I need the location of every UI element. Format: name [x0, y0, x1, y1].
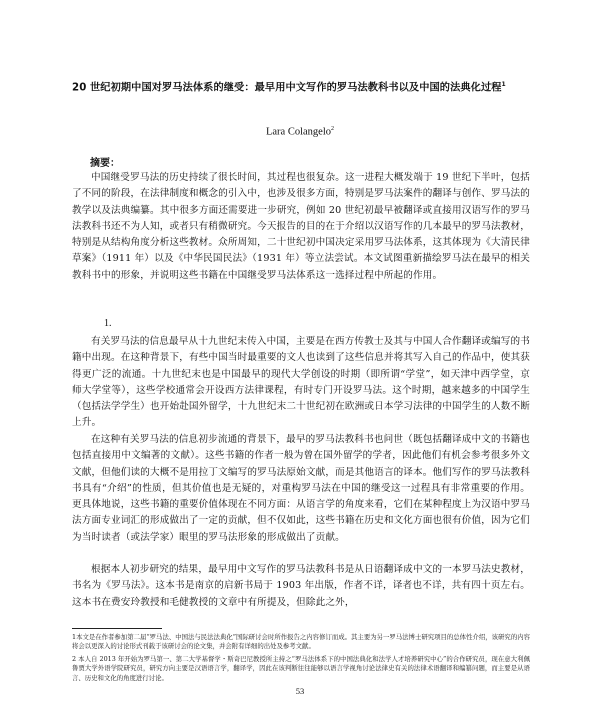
- abstract-heading: 摘要：: [90, 158, 120, 169]
- author-footnote-marker: 2: [331, 126, 334, 132]
- author-name: Lara Colangelo: [265, 126, 331, 138]
- section-number: 1.: [104, 318, 112, 329]
- footnote: 2 本人自 2013 年开始为罗马第一、第二大学基督学・斯奇巴尼教授所主持之“罗马法体系下的中国法典化和法学人才培养研究中心”的合作研究员，现在意大利佩鲁贾大学外语学院研究员，研究方向主要是汉语语言学，翻译学，因此在该判断往往能够以语言学视角讨论法律史有关的法律术语翻译和编纂问题，而主要是从语言、历史和文化的角度进行讨论。: [72, 655, 530, 682]
- footnote-separator: [72, 628, 162, 629]
- abstract-text: 中国继受罗马法的历史持续了很长时间，其过程也很复杂。这一进程大概发端于 19 世纪下半叶，包括了不同的阶段，在法律制度和概念的引入中，也涉及很多方面，特别是罗马法案件的翻译与创作、罗马法的教学以及法典编纂。其中很多方面还需要进一步研究，例如 20 世纪初最早被翻译或直接用汉语写作的罗马法教科书还不为人知，或者只有稍微研究。今天报告的目的在于介绍以汉语写作的几本最早的罗马法教材，特别是从结构角度分析这些教材。众所周知，二十世纪初中国决定采用罗马法体系，这其体现为《大清民律草案》（1911 年）以及《中华民国民法》（1931 年）等立法尝试。本文试图重新描绘罗马法在最早的相关教科书中的形象，并说明这些书籍在中国继受罗马法体系这一选择过程中所起的作用。: [72, 172, 530, 281]
- body-paragraph: 根据本人初步研究的结果，最早用中文写作的罗马法教科书是从日语翻译成中文的一本罗马法史教材，书名为《罗马法》。这本书是南京的启新书局于 1903 年出版，作者不详，译者也不详，共有四十页左右。这本书在费安玲教授和毛健教授的文章中有所提及，但除此之外，: [72, 564, 530, 608]
- body-paragraph: 有关罗马法的信息最早从十九世纪末传入中国，主要是在西方传教士及其与中国人合作翻译或编写的书籍中出现。在这种背景下，有些中国当时最重要的文人也读到了这些信息并将其写入自己的作品中，使其获得更广泛的流通。十九世纪末也是中国最早的现代大学创设的时期（即所谓“学堂”，如天津中西学堂，京师大学堂等），这些学校通常会开设西方法律课程，有时专门开设罗马法。这个时期，越来越多的中国学生（包括法学学生）也开始赴国外留学，十九世纪末二十世纪初在欧洲或日本学习法律的中国学生的人数不断上升。: [72, 336, 530, 429]
- title-footnote-marker: 1: [501, 81, 506, 88]
- footnote: 1本文是在作者参加第二届“罗马法、中国法与民法法典化”国际研讨会时所作报告之内容修订而成。其主要为另一罗马法博士研究项目的总体性介绍，该研究的内容将会以更深入的讨论形式刊载于该研讨会的论文集，并会附有详细的出处及参考文献。: [72, 633, 530, 651]
- paper-title: [72, 77, 542, 95]
- title-text: 20 世纪初期中国对罗马法体系的继受：最早用中文写作的罗马法教科书以及中国的法典化过程: [72, 82, 502, 94]
- page-number: 53: [295, 686, 305, 696]
- body-paragraph: 在这种有关罗马法的信息初步流通的背景下，最早的罗马法教科书也问世（既包括翻译成中文的书籍也包括直接用中文编著的文献）。这些书籍的作者一般为曾在国外留学的学者，因此他们有机会参考很多外文文献，但他们读的大概不是用拉丁文编写的罗马法原始文献，而是其他语言的译本。他们写作的罗马法教科书具有“介绍”的性质，但其价值也是无疑的，对重构罗马法在中国的继受这一过程具有非常重要的作用。更具体地说，这些书籍的重要价值体现在不同方面：从语言学的角度来看，它们在某种程度上为汉语中罗马法方面专业词汇的形成做出了一定的贡献，但不仅如此，这些书籍在历史和文化方面也很有价值，因为它们为当时读者（或法学家）眼里的罗马法形象的形成做出了贡献。: [72, 434, 530, 543]
- author-line: [0, 126, 600, 138]
